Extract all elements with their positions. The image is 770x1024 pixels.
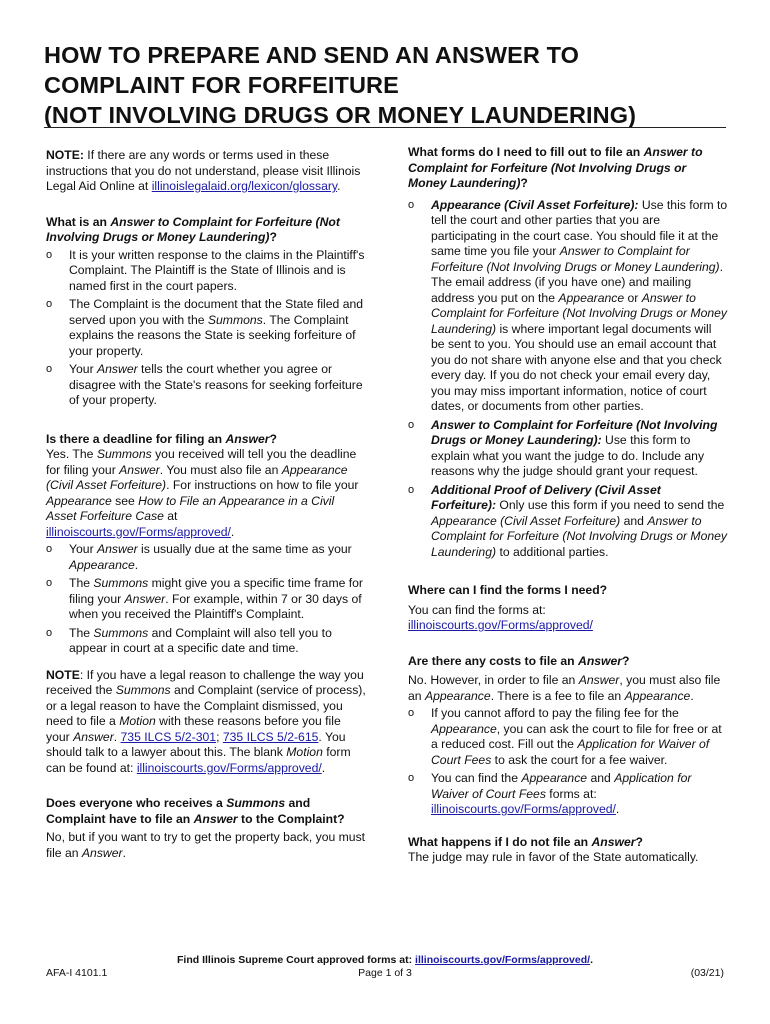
em: Motion [286, 745, 323, 759]
left-column [46, 148, 366, 861]
t: Yes. The [46, 447, 97, 461]
t: You can find the [431, 771, 522, 785]
t: you received will tell you the deadline for filing your [46, 447, 357, 477]
question-everyone-file [46, 796, 366, 827]
right-column [408, 145, 728, 866]
t: No, but if you want to try to get the property back, you must file an [46, 830, 366, 860]
t: to the Complaint? [237, 811, 345, 826]
em: Summons [93, 576, 149, 590]
costs-list [408, 706, 728, 818]
where-forms-text: You can find the forms at: [408, 602, 546, 617]
em: Summons [96, 447, 152, 461]
not-file-answer: The judge may rule in favor of the State automatically. [408, 850, 699, 864]
page-title [44, 40, 734, 130]
t: at [163, 509, 178, 523]
deadline-list [46, 542, 366, 657]
question-where-forms: Where can I find the forms I need? [408, 583, 608, 597]
bullet-icon: o [408, 707, 415, 719]
t: and Complaint (service of process), or a legal reason to have the Complaint dismissed, you need to file a [46, 683, 366, 728]
list-item [408, 771, 728, 818]
note-label: NOTE: [46, 148, 84, 162]
em: Summons [115, 683, 171, 697]
t: with these reasons before you file your [46, 714, 341, 744]
bullet-icon: o [46, 363, 53, 375]
t: The [69, 576, 94, 590]
forms-link[interactable]: illinoiscourts.gov/Forms/approved/ [408, 618, 593, 632]
note-end: . [337, 179, 341, 193]
em: Answer to Complaint for Forfeiture (Not Involving Drugs or Money Laundering) [408, 145, 703, 190]
t: Does everyone who receives a [46, 796, 227, 810]
t: . [230, 524, 235, 539]
em: Application for Waiver of Court Fees [431, 771, 692, 801]
bullet-icon: o [46, 298, 53, 310]
note-motion-paragraph [46, 668, 366, 777]
bullet-icon: o [408, 483, 415, 496]
page-number: Page 1 of 3 [358, 967, 412, 979]
list-item-text: Your [69, 362, 98, 376]
t: . [590, 954, 593, 966]
t: , you must also file an [408, 673, 721, 703]
deadline-paragraph [46, 447, 366, 540]
em: Appearance (Civil Asset Forfeiture) [46, 462, 348, 492]
title-line-1: HOW TO PREPARE AND SEND AN ANSWER TO [44, 42, 579, 68]
q1-em: Answer to Complaint for Forfeiture (Not Involving Drugs or Money Laundering) [46, 214, 340, 244]
t: : If you have a legal reason to challenge the way you received the [46, 667, 364, 697]
t: . [122, 845, 126, 860]
t: . For instructions on how to file your [166, 478, 359, 492]
em: Appearance [69, 557, 135, 572]
note-text: If there are any words or terms used in these instructions that you do not understand, please visit Illinois Legal Aid Online at [46, 148, 361, 193]
t: forms at: [545, 786, 597, 801]
em: Answer to Complaint for Forfeiture (Not Involving Drugs or Money Laundering) [431, 513, 727, 559]
em: Appearance [431, 721, 497, 736]
list-item [46, 362, 366, 409]
em: Answer [73, 729, 114, 744]
em: Appearance [424, 688, 491, 703]
t: . [134, 557, 139, 572]
em: Answer to Complaint for Forfeiture (Not Involving Drugs or Money Laundering) [431, 290, 727, 336]
em: Appearance [46, 493, 112, 508]
t: Use this form to tell the court and other parties that you are participating in the court case. You should file it at the same time you file your [431, 197, 728, 258]
t: . There is a fee to file an [490, 688, 625, 703]
bullet-icon: o [408, 418, 415, 431]
em: Summons [93, 625, 149, 640]
em: Answer to Complaint for Forfeiture (Not Involving Drugs or Money Laundering) [431, 244, 720, 274]
list-item-text: . The Complaint explains the reasons the State is seeking forfeiture of your property. [69, 312, 356, 358]
question-what-is-answer [46, 215, 366, 246]
forms-link[interactable]: illinoiscourts.gov/Forms/approved/ [136, 760, 322, 775]
footer-find-forms [0, 954, 770, 966]
em: Answer [193, 811, 238, 826]
t: ; [216, 729, 223, 744]
form-name: Answer to Complaint for Forfeiture (Not Involving Drugs or Money Laundering): [431, 417, 718, 447]
t: might give you a specific time frame for filing your [69, 576, 363, 606]
q2-pre: Is there a deadline for filing an [46, 431, 226, 446]
list-item [46, 248, 366, 295]
statute-link-615[interactable]: 735 ILCS 5/2-615 [222, 729, 319, 744]
forms-link[interactable]: illinoiscourts.gov/Forms/approved/ [431, 802, 616, 816]
t: . [690, 688, 694, 703]
em: Appearance (Civil Asset Forfeiture) [431, 513, 621, 528]
t: . The email address (if you have one) and mailing address you put on the [431, 259, 723, 305]
t: ? [520, 176, 528, 190]
form-name: Additional Proof of Delivery (Civil Asset Forfeiture): [431, 482, 661, 512]
question-not-file [408, 835, 728, 851]
t: and Complaint will also tell you to appear in court at a specific date and time. [69, 625, 332, 655]
list-item [408, 483, 728, 561]
t: Find Illinois Supreme Court approved forms at: [177, 954, 416, 966]
em: Summons [226, 796, 286, 810]
t: is usually due at the same time as your [137, 542, 352, 556]
em: How to File an Appearance in a Civil Asset Forfeiture Case [46, 493, 335, 523]
what-is-answer-list [46, 248, 366, 409]
t: . [615, 802, 620, 816]
t: . You must also file an [159, 462, 282, 477]
t: What forms do I need to fill out to file an [408, 145, 644, 159]
q1-pre: What is an [46, 214, 111, 229]
t: ? [635, 834, 643, 849]
t: Your [69, 542, 98, 556]
title-divider [44, 127, 726, 128]
t: and [587, 771, 615, 785]
list-item [46, 626, 366, 657]
bullet-icon: o [408, 772, 415, 784]
q2-post: ? [269, 431, 277, 446]
em: Answer [124, 591, 166, 606]
revision-date: (03/21) [690, 967, 724, 979]
t: to additional parties. [496, 544, 609, 559]
footer-forms-link[interactable]: illinoiscourts.gov/Forms/approved/ [415, 954, 591, 966]
em: Appearance [624, 688, 691, 703]
t: . You should talk to a lawyer about this. The blank [46, 729, 346, 759]
t: and Complaint have to file an [46, 796, 311, 826]
list-item [408, 418, 728, 480]
forms-list [408, 198, 728, 561]
em: Motion [119, 714, 156, 728]
bullet-icon: o [408, 198, 415, 211]
where-forms-link-wrap [408, 618, 728, 634]
bullet-icon: o [46, 248, 53, 261]
em: Answer [578, 653, 623, 668]
t: What happens if I do not file an [408, 834, 592, 849]
t: form can be found at: [46, 745, 351, 775]
q1-post: ? [269, 230, 277, 244]
question-forms-needed [408, 145, 728, 192]
everyone-file-answer [46, 830, 366, 861]
title-line-3: (NOT INVOLVING DRUGS OR MONEY LAUNDERING) [44, 102, 637, 128]
t: to ask the court for a fee waiver. [491, 752, 668, 767]
t: see [111, 493, 139, 508]
list-item [46, 297, 366, 359]
em: Answer [578, 673, 620, 687]
note2-label: NOTE [46, 667, 80, 682]
em: Appearance [558, 290, 625, 305]
bullet-icon: o [46, 626, 53, 639]
em: Appearance [521, 771, 588, 785]
question-deadline [46, 432, 366, 448]
question-costs [408, 654, 728, 670]
list-item [408, 198, 728, 415]
form-code: AFA-I 4101.1 [46, 967, 108, 979]
t: The [69, 625, 94, 640]
t: and [620, 513, 648, 528]
t: is where important legal documents will be sent to you. You should use an email account that you do not share with anyone else and that you check every day. If you do not check your email every day, you may miss important information, notice of court dates, or documents from other parties. [431, 321, 722, 413]
bullet-icon: o [46, 543, 53, 555]
list-item-em: Summons [207, 312, 263, 327]
list-item [408, 706, 728, 768]
t: . [113, 729, 121, 744]
t: , you can ask the court to file for free or at a reduced cost. Fill out the [431, 721, 722, 751]
t: . [321, 760, 326, 775]
glossary-link[interactable]: illinoislegalaid.org/lexicon/glossary [151, 179, 338, 193]
title-line-2: COMPLAINT FOR FORFEITURE [44, 72, 399, 98]
list-item-em: Answer [97, 362, 138, 376]
em: Answer [591, 834, 636, 849]
t: No. However, in order to file an [408, 673, 579, 687]
t: ? [622, 653, 630, 668]
t: . For example, within 7 or 30 days of when you received the Plaintiff's Complaint. [69, 591, 362, 621]
list-item-text: The Complaint is the document that the State filed and served upon you with the [69, 297, 364, 327]
em: Application for Waiver of Court Fees [431, 737, 710, 767]
list-item [46, 576, 366, 623]
list-item [46, 542, 366, 573]
em: Answer [119, 462, 160, 477]
bullet-icon: o [46, 577, 53, 589]
costs-paragraph [408, 673, 728, 704]
list-item-text: It is your written response to the claims in the Plaintiff's Complaint. The Plaintiff is the State of Illinois and is named first in the court papers. [69, 247, 365, 293]
em: Answer [81, 845, 123, 860]
note-paragraph [46, 148, 366, 195]
t: Use this form to explain what you want the judge to do. Include any reasons why the judge should grant your request. [431, 433, 705, 478]
t: If you cannot afford to pay the filing fee for the [431, 706, 679, 720]
t: or [624, 290, 642, 305]
t: Are there any costs to file an [408, 653, 579, 668]
list-item-text: tells the court whether you agree or disagree with the State's reasons for seeking forfeiture of your property. [69, 362, 363, 407]
q2-em: Answer [225, 431, 270, 446]
form-name: Appearance (Civil Asset Forfeiture): [431, 197, 639, 212]
statute-link-301[interactable]: 735 ILCS 5/2-301 [120, 729, 217, 744]
t: Only use this form if you need to send the [496, 498, 725, 512]
em: Answer [97, 542, 138, 556]
forms-link[interactable]: illinoiscourts.gov/Forms/approved/ [46, 524, 231, 539]
